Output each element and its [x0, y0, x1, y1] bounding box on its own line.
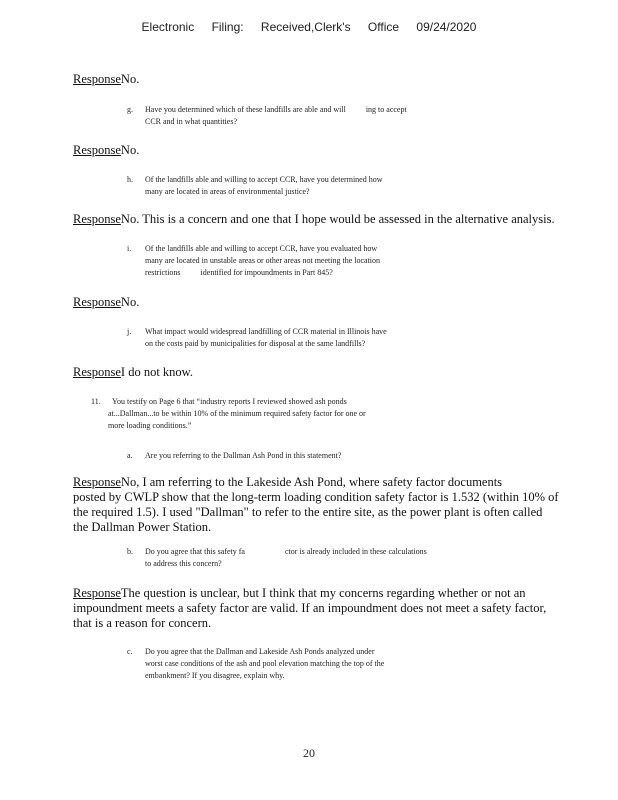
response-text: I do not know.: [120, 365, 194, 379]
page-number: 20: [303, 746, 315, 760]
response-label: Response: [73, 72, 121, 86]
response-label: Response: [73, 295, 121, 309]
question-line: embankment? If you disagree, explain why.: [145, 671, 285, 680]
question-j: [127, 326, 527, 352]
header-word-4: Office: [367, 20, 400, 34]
question-line: many are located in unstable areas or other areas not meeting the location: [145, 256, 381, 265]
question-line: worst case conditions of the ash and pool elevation matching the top of the: [145, 659, 385, 668]
question-line: You testify on Page 6 that “industry reports I reviewed showed ash ponds: [112, 397, 347, 406]
response-label: Response: [73, 143, 121, 157]
question-line: at...Dallman...to be within 10% of the minimum required safety factor for one or: [108, 409, 366, 418]
response-text: No.: [120, 143, 140, 157]
question-i: [127, 243, 527, 281]
response-1: [73, 72, 139, 87]
response-label: Response: [73, 365, 121, 379]
question-line: Of the landfills able and willing to accept CCR, have you determined how: [145, 175, 383, 184]
question-line: many are located in areas of environmental justice?: [145, 187, 310, 196]
question-line: Have you determined which of these landfills are able and will ing to accept: [145, 105, 407, 114]
question-line: Do you agree that the Dallman and Lakeside Ash Ponds analyzed under: [145, 647, 375, 656]
response-line: posted by CWLP show that the long-term loading condition safety factor is 1.532 (within 10% of: [73, 490, 559, 504]
response-line: The question is unclear, but I think that my concerns regarding whether or not an: [120, 586, 526, 600]
question-line: What impact would widespread landfilling of CCR material in Illinois have: [145, 327, 387, 336]
response-label: Response: [73, 212, 121, 226]
question-letter: j.: [127, 327, 132, 336]
question-b: [127, 546, 527, 572]
header-word-5: 09/24/2020: [416, 20, 477, 34]
response-line: No, I am referring to the Lakeside Ash Pond, where safety factor documents: [120, 475, 503, 489]
response-line: the required 1.5). I used "Dallman" to refer to the entire site, as the power plant is often called: [73, 505, 543, 519]
header-word-2: Filing:: [211, 20, 244, 34]
question-line: CCR and in what quantities?: [145, 117, 237, 126]
response-4: [73, 295, 139, 310]
response-6: [73, 475, 559, 535]
response-line: impoundment meets a safety factor are valid. If an impoundment does not meet a safety factor,: [73, 601, 547, 615]
response-text: No.: [120, 295, 140, 309]
question-letter: h.: [127, 175, 133, 184]
response-5: [73, 365, 193, 380]
response-7: [73, 586, 546, 631]
question-letter: c.: [127, 647, 133, 656]
question-number: 11.: [91, 397, 101, 406]
response-3: [73, 212, 555, 227]
efiling-header: [0, 20, 618, 34]
question-g: [127, 104, 527, 130]
question-line: Do you agree that this safety fa ctor is already included in these calculations: [145, 547, 427, 556]
question-letter: g.: [127, 105, 133, 114]
question-letter: i.: [127, 244, 132, 253]
question-11: [91, 396, 511, 434]
question-line: Are you referring to the Dallman Ash Pond in this statement?: [145, 451, 342, 460]
question-line: more loading conditions.”: [108, 421, 192, 430]
question-letter: b.: [127, 547, 133, 556]
response-line: that is a reason for concern.: [73, 616, 212, 630]
question-c: [127, 646, 527, 684]
question-line: to address this concern?: [145, 559, 222, 568]
question-line: Of the landfills able and willing to accept CCR, have you evaluated how: [145, 244, 378, 253]
question-line: restrictions identified for impoundments in Part 845?: [145, 268, 333, 277]
header-word-3: Received,Clerk's: [260, 20, 351, 34]
header-word-1: Electronic: [141, 20, 195, 34]
response-line: the Dallman Power Station.: [73, 520, 212, 534]
question-h: [127, 174, 527, 200]
question-a: [127, 450, 527, 464]
response-label: Response: [73, 475, 121, 489]
response-text: No. This is a concern and one that I hope would be assessed in the alternative analysis.: [120, 212, 555, 226]
response-2: [73, 143, 139, 158]
question-line: on the costs paid by municipalities for disposal at the same landfills?: [145, 339, 366, 348]
response-text: No.: [120, 72, 140, 86]
response-label: Response: [73, 586, 121, 600]
question-letter: a.: [127, 451, 133, 460]
